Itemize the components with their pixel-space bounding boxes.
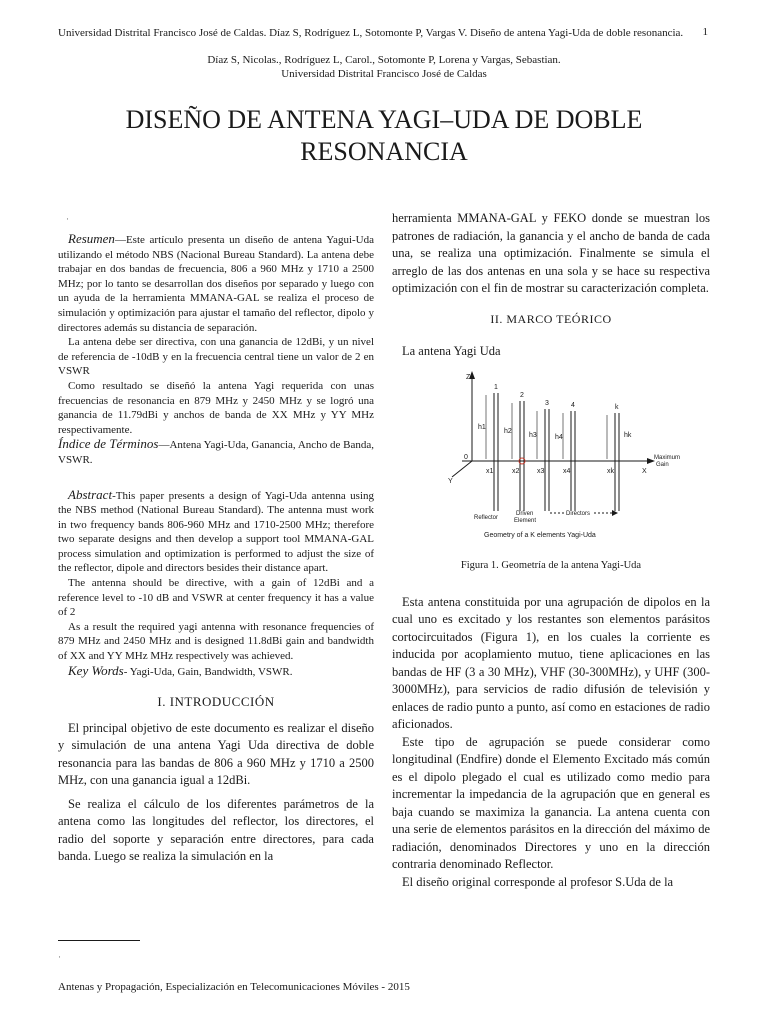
origin-label: 0 xyxy=(464,453,468,461)
element-number-2: 2 xyxy=(520,391,524,399)
height-label-k: hk xyxy=(624,431,632,439)
resumen-paragraph-3: Como resultado se diseñó la antena Yagi requerida con unas frecuencias de resonancia en 879 MHz y 2450 MHz y se logró una ganancia de 11.79dBi y anchos de banda de XX MHz y YY MHz respectivamente. xyxy=(58,379,374,436)
reflector-label: Reflector xyxy=(474,514,499,521)
element-1 xyxy=(494,393,498,511)
element-number-4: 4 xyxy=(571,401,575,409)
yagi-paragraph-3: El diseño original corresponde al profesor S.Uda de la xyxy=(402,874,674,889)
section-heading-marco-teorico: II. MARCO TEÓRICO xyxy=(490,311,612,326)
left-column xyxy=(58,210,374,866)
height-label-3: h3 xyxy=(529,431,537,439)
key-words-label: Key Words xyxy=(68,662,124,678)
element-number-3: 3 xyxy=(545,399,549,407)
footnote-mark: · xyxy=(58,952,61,962)
figure-yagi-geometry xyxy=(442,369,702,554)
position-label-2: x2 xyxy=(512,467,520,475)
paper-title: DISEÑO DE ANTENA YAGI–UDA DE DOBLE RESONANCIA xyxy=(125,105,643,166)
affiliation: Universidad Distrital Francisco José de Caldas xyxy=(281,68,487,80)
page-number: 1 xyxy=(702,26,708,38)
max-gain-label-2: Gain xyxy=(656,461,669,468)
height-label-4: h4 xyxy=(555,433,563,441)
key-words: Key Words- Yagi-Uda, Gain, Bandwidth, VSWR. xyxy=(68,662,293,678)
abstract-paragraph-2: The antenna should be directive, with a gain of 12dBi and a reference level to -10 dB and VSWR at center frequency it has a value of 2 xyxy=(58,577,374,619)
yagi-diagram xyxy=(442,369,702,549)
position-label-1: x1 xyxy=(486,467,494,475)
element-2 xyxy=(520,401,524,511)
continuation-paragraph: herramienta MMANA-GAL y FEKO donde se muestran los patrones de radiación, la ganancia y el ancho de banda de cada una, se realiza una optimización. Finalmente se simula el arreglo de las dos antenas en una sola y se hace su respectiva optimización con el fin de mostrar su caracterización completa. xyxy=(392,211,710,295)
resumen-label: Resumen xyxy=(68,231,115,246)
position-label-3: x3 xyxy=(537,467,545,475)
margin-mark: · xyxy=(66,214,69,224)
resumen-paragraph-2: La antena debe ser directiva, con una ganancia de 12dBi, y un nivel de referencia de -10dB y en la frecuencia central tiene un valor de 2 en VSWR xyxy=(58,336,374,378)
right-column xyxy=(392,210,710,891)
figure-caption: Figura 1. Geometría de la antena Yagi-Uda xyxy=(460,560,642,572)
index-terms: Índice de Términos—Antena Yagi-Uda, Ganancia, Ancho de Banda, VSWR. xyxy=(58,436,375,466)
author-list: Díaz S, Nicolas., Rodríguez L, Carol., Sotomonte P, Lorena y Vargas, Sebastian. xyxy=(207,54,561,66)
element-k xyxy=(615,413,619,511)
subsection-heading: La antena Yagi Uda xyxy=(402,344,501,359)
yagi-paragraph-2: Este tipo de agrupación se puede considerar como longitudinal (Endfire) donde el Elemento Excitado más común es el dipolo plegado el cual es utilizado como medio para incrementar la impedancia de la agrupación que en general es baja cuando se maximiza la ganancia. La antena cuenta con una serie de elementos parásitos en la dirección del máximo de radiación, denominados Directores y uno en la dirección contraria denominado Reflector. xyxy=(392,734,710,872)
footnote-rule xyxy=(58,940,140,941)
index-terms-label: Índice de Términos xyxy=(58,436,159,452)
section-heading-introduccion: I. INTRODUCCIÓN xyxy=(157,694,275,710)
position-label-4: x4 xyxy=(563,467,571,475)
max-gain-label-1: Maximum xyxy=(654,454,681,461)
intro-paragraph-1: El principal objetivo de este documento es realizar el diseño y simulación de una antena Yagi Uda directiva de doble resonancia para las bandas de 806 a 960 MHz y 1710 a 2500 MHz, con una ganancia igual a 12dBi. xyxy=(58,720,374,788)
y-axis xyxy=(452,461,472,477)
height-label-2: h2 xyxy=(504,427,512,435)
abstract-label: Abstract xyxy=(68,486,113,502)
element-number-1: 1 xyxy=(494,383,498,391)
page-footer: Antenas y Propagación, Especialización en Telecomunicaciones Móviles - 2015 xyxy=(58,981,410,993)
position-label-k: xk xyxy=(607,467,614,475)
axis-x-label: X xyxy=(642,467,647,475)
figure-inner-caption: Geometry of a K elements Yagi-Uda xyxy=(484,531,596,539)
resumen-paragraph: Resumen—Este artículo presenta un diseño de antena Yagui-Uda utilizando el método NBS (Nacional Bureau Standard). La antena debe trabajar en dos bandas de frecuencia, 806 a 960 MHz y 1710 a 2500 MHz; por lo tanto se desarrollan dos diseños por separado y luego con un ayuda de la herramienta MMANA-GAL se realiza el proceso de simulación y optimización para ajustar el tamaño del reflector, dipolo y directores además su distancia de separación. xyxy=(58,231,374,334)
axis-z-label: Z xyxy=(466,373,471,381)
intro-paragraph-2: Se realiza el cálculo de los diferentes parámetros de la antena como las longitudes del reflector, los directores, el radio del soporte y separación entre directores, para cada banda. Luego se realiza la simulación en la xyxy=(58,796,374,864)
driven-label-2: Element xyxy=(514,517,537,524)
height-label-1: h1 xyxy=(478,423,486,431)
element-3 xyxy=(545,409,549,511)
yagi-paragraph-1: Esta antena constituida por una agrupación de dipolos en la cual uno es excitado y los restantes son elementos parásitos cortocircuitados (Figura 1), en los cuales la corriente es inducida por acoplamiento mutuo, tiene aplicaciones en las bandas de HF (3 a 30 MHz), VHF (30-300MHz), y UHF (300-3000MHz), para servicios de radio difusión de televisión y enlaces de radio punto a punto, así como en estaciones de radio aficionados. xyxy=(392,594,710,732)
driven-label-1: Driven xyxy=(516,510,534,517)
axis-y-label: Y xyxy=(448,477,453,485)
element-number-k: k xyxy=(615,403,619,411)
directors-label: Directors xyxy=(566,510,591,517)
abstract-paragraph: Abstract-This paper presents a design of Yagi-Uda antenna using the NBS method (National Bureau Standard). The antenna must work in two frequency bands 806-960 MHz and 1710-2500 MHz; therefore two separate designs and then develop a support tool MMANA-GAL process simulation and optimization is performed to adjust the size of the reflector, dipole and directors besides their distance apart. xyxy=(58,486,374,575)
running-head: Universidad Distrital Francisco José de Caldas. Díaz S, Rodríguez L, Sotomonte P, Vargas V. Diseño de antena Yagi-Uda de doble resonancia. xyxy=(58,27,684,39)
abstract-paragraph-3: As a result the required yagi antenna with resonance frequencies of 879 MHz and 2450 MHz and is designed 11.8dBi gain and bandwidth of XX and YY MHz MHz respectively was achieved. xyxy=(58,620,374,663)
